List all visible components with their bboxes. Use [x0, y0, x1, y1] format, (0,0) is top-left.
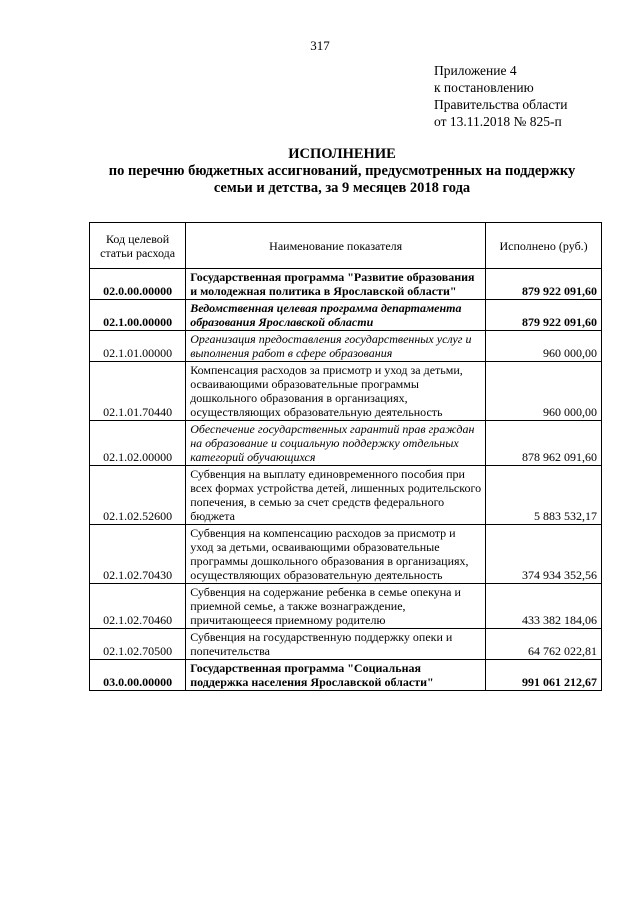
table-row	[90, 331, 602, 362]
table-row	[90, 466, 602, 525]
row-name: Обеспечение государственных гарантий прав граждан на образование и социальную поддержку отдельных категорий обучающихся	[186, 421, 486, 466]
table-row	[90, 421, 602, 466]
row-name: Организация предоставления государственных услуг и выполнения работ в сфере образования	[186, 331, 486, 362]
row-code: 02.1.02.00000	[90, 421, 186, 466]
row-code: 02.1.02.70460	[90, 584, 186, 629]
row-name: Ведомственная целевая программа департамента образования Ярославской области	[186, 300, 486, 331]
page-number: 317	[310, 38, 330, 53]
row-code: 03.0.00.00000	[90, 660, 186, 691]
row-amount: 64 762 022,81	[486, 629, 602, 660]
table-row	[90, 525, 602, 584]
title-line-1: ИСПОЛНЕНИЕ	[288, 146, 396, 162]
title-line-3: семьи и детства, за 9 месяцев 2018 года	[213, 180, 471, 196]
row-code: 02.1.01.00000	[90, 331, 186, 362]
row-code: 02.1.02.70430	[90, 525, 186, 584]
row-name: Субвенция на государственную поддержку опеки и попечительства	[186, 629, 486, 660]
row-amount: 433 382 184,06	[486, 584, 602, 629]
row-name: Компенсация расходов за присмотр и уход за детьми, осваивающими образовательные программы дошкольного образования в организациях, осуществляющих образовательную деятельность	[186, 362, 486, 421]
document-title	[0, 146, 640, 197]
table-row	[90, 300, 602, 331]
table-row	[90, 584, 602, 629]
row-code: 02.1.02.70500	[90, 629, 186, 660]
appendix-note	[434, 62, 567, 130]
table-row	[90, 362, 602, 421]
row-amount: 374 934 352,56	[486, 525, 602, 584]
row-name: Субвенция на компенсацию расходов за присмотр и уход за детьми, осваивающими образовательные программы дошкольного образования в организациях, осуществляющих образовательную деятельность	[186, 525, 486, 584]
row-code: 02.1.01.70440	[90, 362, 186, 421]
row-name: Субвенция на выплату единовременного пособия при всех формах устройства детей, лишенных родительского попечения, в семью за счет средств федерального бюджета	[186, 466, 486, 525]
header-amount: Исполнено (руб.)	[486, 223, 602, 269]
header-name: Наименование показателя	[186, 223, 486, 269]
title-line-2: по перечню бюджетных ассигнований, предусмотренных на поддержку	[108, 163, 576, 179]
row-name: Субвенция на содержание ребенка в семье опекуна и приемной семье, а также вознаграждение, причитающееся приемному родителю	[186, 584, 486, 629]
appendix-line: от 13.11.2018 № 825-п	[434, 114, 562, 129]
row-amount: 878 962 091,60	[486, 421, 602, 466]
table-row	[90, 629, 602, 660]
appendix-line: Приложение 4	[434, 63, 517, 78]
appendix-line: к постановлению	[434, 80, 534, 95]
row-name: Государственная программа "Развитие образования и молодежная политика в Ярославской области"	[186, 269, 486, 300]
appendix-line: Правительства области	[434, 97, 568, 112]
table-row	[90, 269, 602, 300]
row-amount: 879 922 091,60	[486, 269, 602, 300]
row-code: 02.1.02.52600	[90, 466, 186, 525]
row-name: Государственная программа "Социальная поддержка населения Ярославской области"	[186, 660, 486, 691]
budget-table	[89, 222, 602, 691]
header-code: Код целевой статьи расхода	[90, 223, 186, 269]
row-amount: 5 883 532,17	[486, 466, 602, 525]
table-row	[90, 660, 602, 691]
row-amount: 960 000,00	[486, 362, 602, 421]
row-amount: 879 922 091,60	[486, 300, 602, 331]
row-amount: 991 061 212,67	[486, 660, 602, 691]
table-header-row	[90, 223, 602, 269]
row-code: 02.0.00.00000	[90, 269, 186, 300]
row-amount: 960 000,00	[486, 331, 602, 362]
row-code: 02.1.00.00000	[90, 300, 186, 331]
